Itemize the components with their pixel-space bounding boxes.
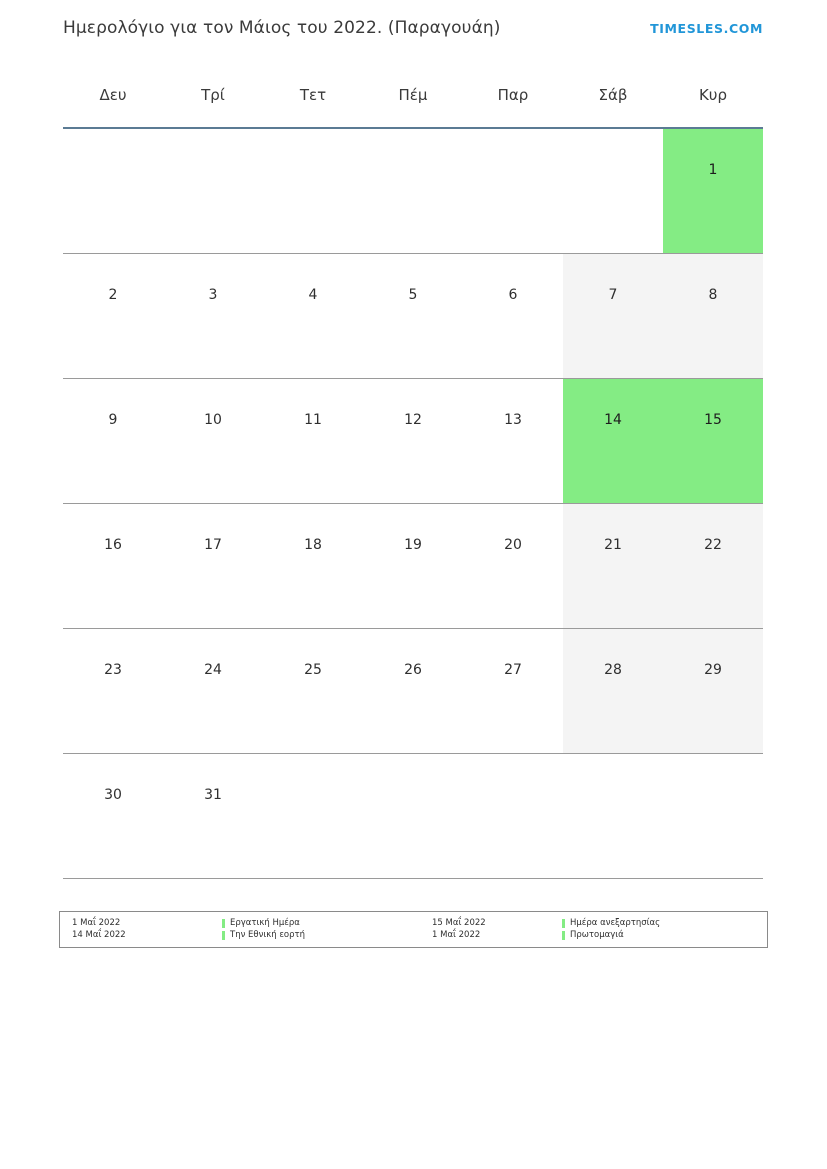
day-cell: [163, 503, 263, 628]
day-cell: [563, 753, 663, 878]
day-cell: [363, 628, 463, 753]
day-cell-holiday: [663, 378, 763, 503]
day-cell: [463, 753, 563, 878]
day-cell: [163, 253, 263, 378]
day-cell: [463, 503, 563, 628]
weekday-header-mon: Δευ: [99, 86, 127, 104]
day-number: 17: [204, 536, 222, 553]
legend-label: Την Εθνική εορτή: [230, 930, 306, 940]
day-cell: [363, 503, 463, 628]
calendar-table: [63, 80, 763, 879]
legend-entry: [562, 930, 762, 940]
calendar-week-row: [63, 628, 763, 753]
day-number: 1: [708, 162, 718, 178]
day-cell: [163, 753, 263, 878]
day-number: 10: [204, 411, 222, 428]
day-cell: [363, 253, 463, 378]
day-number: 27: [504, 661, 522, 678]
holiday-color-swatch: [562, 931, 565, 940]
day-number: 15: [704, 411, 722, 428]
holiday-color-swatch: [222, 919, 225, 928]
legend-date: 1 Μαΐ 2022: [432, 930, 481, 940]
legend-label: Πρωτομαγιά: [570, 930, 624, 940]
day-cell-weekend: [563, 253, 663, 378]
day-cell: [463, 628, 563, 753]
day-cell: [363, 753, 463, 878]
calendar-week-row: [63, 753, 763, 878]
day-cell-holiday: [663, 128, 763, 253]
site-brand[interactable]: TIMESLES.COM: [650, 21, 763, 36]
day-cell-weekend: [663, 503, 763, 628]
day-cell: [363, 128, 463, 253]
day-cell-weekend: [663, 628, 763, 753]
legend-entry: [222, 930, 432, 940]
day-cell: [63, 628, 163, 753]
calendar-header-row: [63, 80, 763, 128]
day-number: 28: [604, 661, 622, 678]
day-cell-weekend: [563, 503, 663, 628]
legend-entry: [562, 918, 762, 928]
day-cell: [263, 503, 363, 628]
day-cell-weekend: [663, 253, 763, 378]
day-cell: [63, 503, 163, 628]
legend-grid: [72, 918, 757, 940]
day-cell: [263, 128, 363, 253]
day-number: 30: [104, 786, 122, 803]
day-cell: [63, 753, 163, 878]
weekday-header-sat: Σάβ: [598, 86, 628, 104]
day-number: 13: [504, 411, 522, 428]
day-cell: [163, 378, 263, 503]
day-number: 22: [704, 536, 722, 553]
day-number: 29: [704, 661, 722, 678]
day-cell: [63, 128, 163, 253]
day-cell: [463, 378, 563, 503]
day-cell: [363, 378, 463, 503]
day-number: 19: [404, 536, 422, 553]
day-number: 6: [508, 286, 518, 303]
day-number: 11: [304, 411, 322, 428]
calendar-week-row: [63, 503, 763, 628]
day-number: 31: [204, 786, 222, 803]
legend-date: 15 Μαΐ 2022: [432, 918, 486, 928]
calendar-week-row: [63, 128, 763, 253]
day-cell: [163, 628, 263, 753]
day-number: 16: [104, 536, 122, 553]
day-number: 14: [604, 411, 622, 428]
page-header: [63, 18, 763, 38]
day-cell: [463, 253, 563, 378]
day-cell-holiday: [563, 378, 663, 503]
calendar-week-row: [63, 378, 763, 503]
day-number: 2: [108, 286, 118, 303]
day-number: 4: [308, 286, 318, 303]
day-number: 8: [708, 286, 718, 303]
day-number: 24: [204, 661, 222, 678]
day-number: 3: [208, 286, 218, 303]
calendar-week-row: [63, 253, 763, 378]
day-cell: [163, 128, 263, 253]
day-number: 21: [604, 536, 622, 553]
day-number: 23: [104, 661, 122, 678]
legend-label: Εργατική Ημέρα: [230, 918, 300, 928]
day-number: 18: [304, 536, 322, 553]
holiday-color-swatch: [222, 931, 225, 940]
day-cell-weekend: [563, 628, 663, 753]
holiday-color-swatch: [562, 919, 565, 928]
calendar-body: [63, 128, 763, 878]
weekday-header-sun: Κυρ: [698, 86, 728, 104]
weekday-header-fri: Παρ: [497, 86, 529, 104]
day-number: 7: [608, 286, 618, 303]
weekday-header-wed: Τετ: [299, 86, 327, 104]
weekday-header-tue: Τρί: [201, 86, 225, 104]
day-cell: [663, 753, 763, 878]
day-number: 20: [504, 536, 522, 553]
day-cell: [263, 628, 363, 753]
day-cell: [63, 378, 163, 503]
legend-entry: [222, 918, 432, 928]
page-title: Ημερολόγιο για τον Μάιος του 2022. (Παραγουάη): [63, 18, 501, 38]
legend-date: 14 Μαΐ 2022: [72, 930, 126, 940]
day-cell: [263, 753, 363, 878]
legend-date: 1 Μαΐ 2022: [72, 918, 121, 928]
weekday-header-thu: Πέμ: [398, 86, 428, 104]
day-cell: [263, 253, 363, 378]
day-number: 9: [108, 411, 118, 428]
day-cell: [263, 378, 363, 503]
legend-label: Ημέρα ανεξαρτησίας: [570, 918, 661, 928]
day-cell: [463, 128, 563, 253]
holiday-legend: [59, 911, 768, 948]
day-cell: [563, 128, 663, 253]
calendar-grid: [63, 80, 763, 879]
day-cell: [63, 253, 163, 378]
day-number: 25: [304, 661, 322, 678]
day-number: 5: [408, 286, 418, 303]
day-number: 26: [404, 661, 422, 678]
day-number: 12: [404, 411, 422, 428]
